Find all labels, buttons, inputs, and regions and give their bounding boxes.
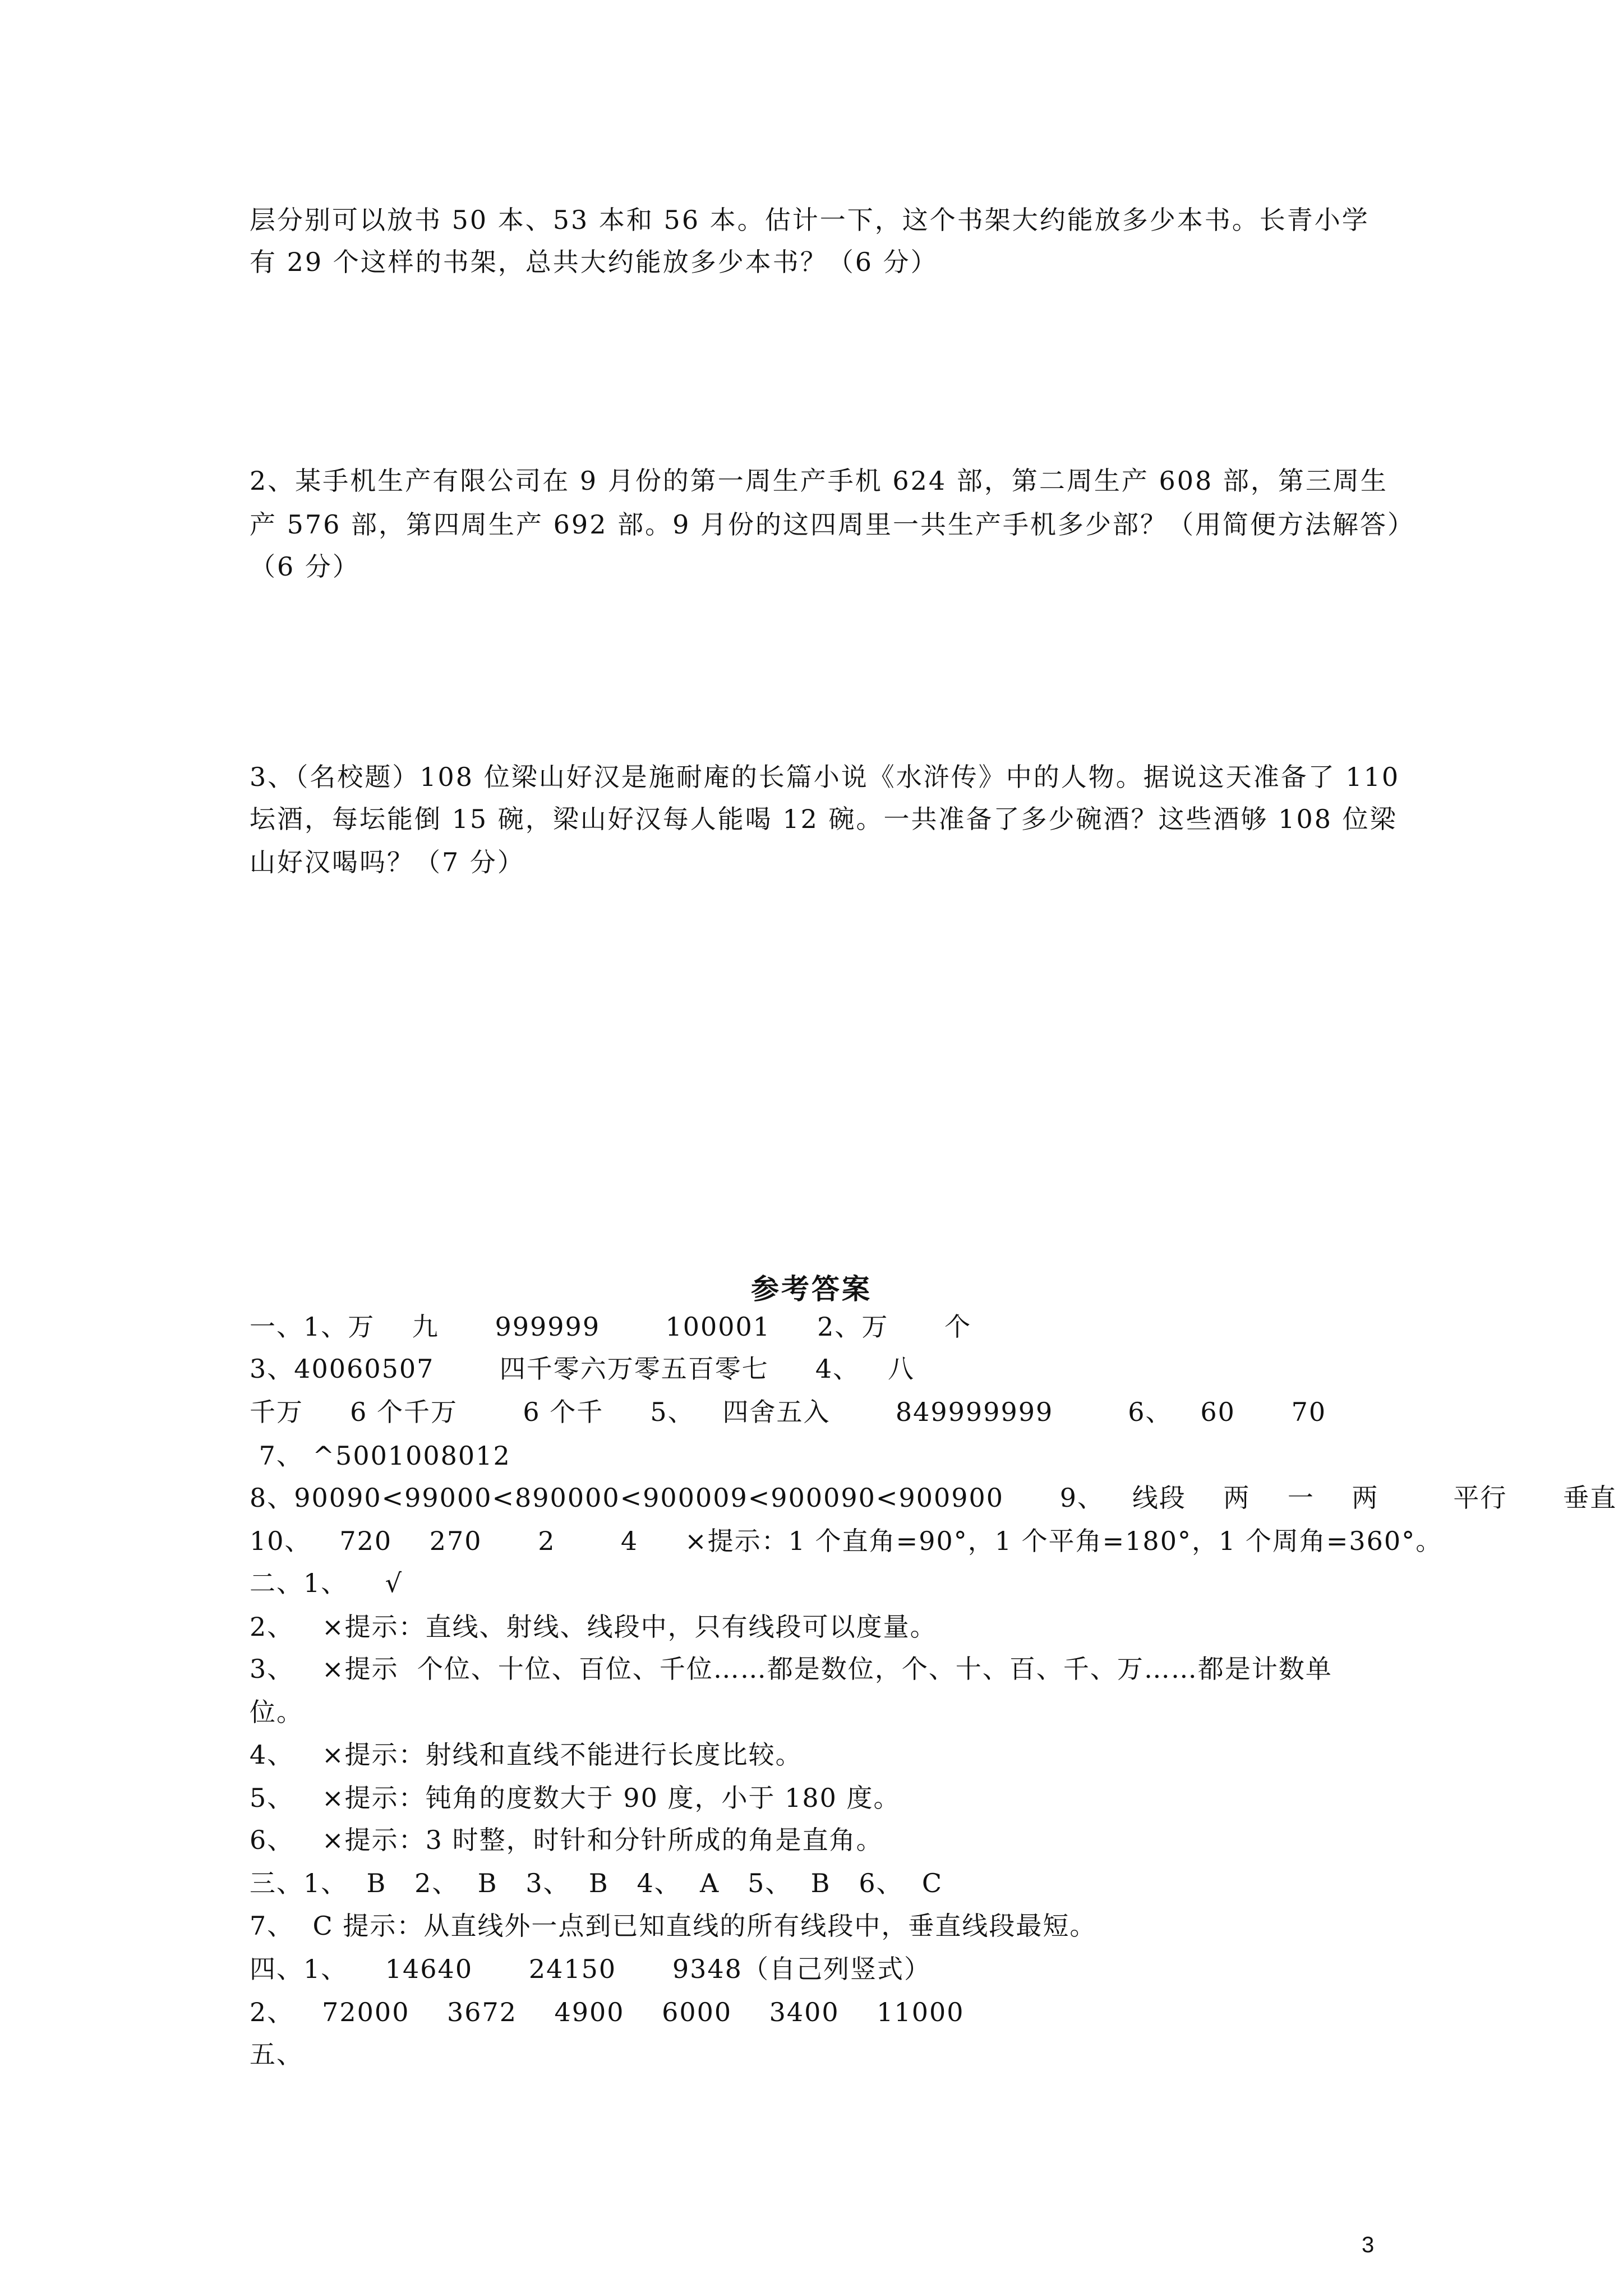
answer-line: 6、 ×提示：3 时整，时针和分针所成的角是直角。 (250, 1825, 883, 1855)
answer-line: 四、1、 14640 24150 9348（自己列竖式） (250, 1954, 931, 1984)
question-1-line-2: 有 29 个这样的书架，总共大约能放多少本书？（6 分） (250, 247, 938, 277)
answer-line: 3、40060507 四千零六万零五百零七 4、 八 (250, 1354, 915, 1384)
answers-title: 参考答案 (751, 1273, 872, 1305)
answer-line: 4、 ×提示：射线和直线不能进行长度比较。 (250, 1740, 803, 1770)
question-2-line-2: 产 576 部，第四周生产 692 部。9 月份的这四周里一共生产手机多少部？（用简便方法解答） (250, 509, 1415, 540)
answer-line: 五、 (250, 2039, 303, 2069)
answer-line: 三、1、 B 2、 B 3、 B 4、 A 5、 B 6、 C (250, 1868, 943, 1898)
question-2-line-1: 2、某手机生产有限公司在 9 月份的第一周生产手机 624 部，第二周生产 608 部，第三周生 (250, 466, 1388, 496)
answer-line: 8、90090<99000<890000<900009<900090<900900 9、 线段 两 一 两 平行 垂直 (250, 1483, 1617, 1513)
answer-line: 10、 720 270 2 4 ×提示：1 个直角=90°，1 个平角=180°，1 个周角=360°。 (250, 1526, 1443, 1556)
question-3-line-2: 坛酒，每坛能倒 15 碗，梁山好汉每人能喝 12 碗。一共准备了多少碗酒？这些酒够 108 位梁 (250, 804, 1398, 834)
answer-line: 3、 ×提示 个位、十位、百位、千位……都是数位，个、十、百、千、万……都是计数单 (250, 1654, 1332, 1684)
answer-line: 7、 C 提示：从直线外一点到已知直线的所有线段中，垂直线段最短。 (250, 1911, 1097, 1941)
question-3-line-3: 山好汉喝吗？（7 分） (250, 847, 525, 877)
answer-line: 7、 ^5001008012 (250, 1441, 511, 1471)
question-1-line-1: 层分别可以放书 50 本、53 本和 56 本。估计一下，这个书架大约能放多少本书。长青小学 (250, 205, 1370, 235)
answer-line: 2、 ×提示：直线、射线、线段中，只有线段可以度量。 (250, 1612, 937, 1642)
answer-line: 2、 72000 3672 4900 6000 3400 11000 (250, 1997, 965, 2027)
answer-line: 5、 ×提示：钝角的度数大于 90 度，小于 180 度。 (250, 1783, 901, 1813)
answer-line: 位。 (250, 1697, 303, 1727)
question-3-line-1: 3、（名校题）108 位梁山好汉是施耐庵的长篇小说《水浒传》中的人物。据说这天准备了 110 (250, 762, 1400, 792)
question-2-line-3: （6 分） (250, 551, 360, 582)
answer-line: 千万 6 个千万 6 个千 5、 四舍五入 849999999 6、 60 70 (250, 1397, 1327, 1427)
answer-line: 二、1、 √ (250, 1568, 403, 1598)
answer-line: 一、1、万 九 999999 100001 2、万 个 (250, 1312, 972, 1342)
page-number: 3 (1362, 2233, 1375, 2257)
